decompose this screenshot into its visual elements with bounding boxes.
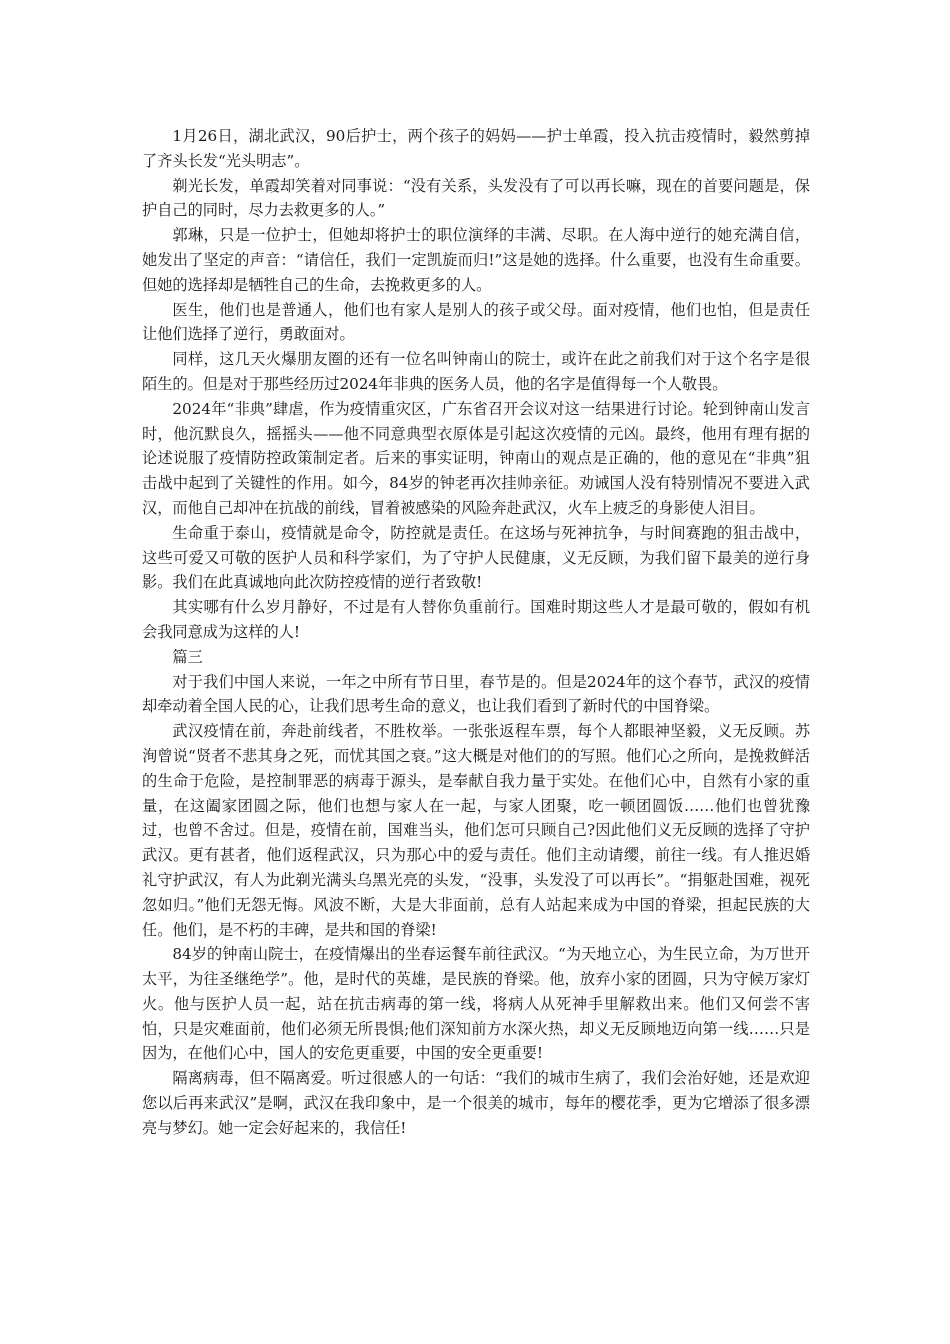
paragraph: 隔离病毒，但不隔离爱。听过很感人的一句话：“我们的城市生病了，我们会治好她，还是欢迎您以后再来武汉”是啊，武汉在我印象中，是一个很美的城市，每年的樱花季，更为它增添了很多漂亮与梦幻。她一定会好起来的，我信任! — [142, 1069, 810, 1137]
section-heading: 篇三 — [172, 647, 203, 666]
paragraph: 同样，这几天火爆朋友圈的还有一位名叫钟南山的院士，或许在此之前我们对于这个名字是很陌生的。但是对于那些经历过2024年非典的医务人员，他的名字是值得每一个人敬畏。 — [142, 350, 810, 393]
paragraph: 医生，他们也是普通人，他们也有家人是别人的孩子或父母。面对疫情，他们也怕，但是责任让他们选择了逆行，勇敢面对。 — [142, 300, 810, 344]
paragraph: 对于我们中国人来说，一年之中所有节日里，春节是的。但是2024年的这个春节，武汉的疫情却牵动着全国人民的心，让我们思考生命的意义，也让我们看到了新时代的中国脊梁。 — [142, 672, 810, 716]
paragraph: 郭琳，只是一位护士，但她却将护士的职位演绎的丰满、尽职。在人海中逆行的她充满自信，她发出了坚定的声音：“请信任，我们一定凯旋而归!”这是她的选择。什么重要，也没有生命重要。但她的选择却是牺牲自己的生命，去挽救更多的人。 — [142, 226, 810, 294]
paragraph: 剃光长发，单霞却笑着对同事说：“没有关系，头发没有了可以再长嘛，现在的首要问题是，保护自己的同时，尽力去救更多的人。” — [142, 176, 810, 220]
document-body — [142, 124, 810, 1141]
paragraph: 2024年“非典”肆虐，作为疫情重灾区，广东省召开会议对这一结果进行讨论。轮到钟南山发言时，他沉默良久，摇摇头——他不同意典型衣原体是引起这次疫情的元凶。最终，他用有理有据的论述说服了疫情防控政策制定者。后来的事实证明，钟南山的观点是正确的，他的意见在“非典”狙击战中起到了关键性的作用。如今，84岁的钟老再次挂帅亲征。劝诫国人没有特别情况不要进入武汉，而他自己却冲在抗战的前线，冒着被感染的风险奔赴武汉，火车上疲乏的身影使人泪目。 — [142, 399, 810, 517]
paragraph: 其实哪有什么岁月静好，不过是有人替你负重前行。国难时期这些人才是最可敬的，假如有机会我同意成为这样的人! — [142, 598, 810, 641]
paragraph: 84岁的钟南山院士，在疫情爆出的坐春运餐车前往武汉。“为天地立心，为生民立命，为万世开太平，为往圣继绝学”。他，是时代的英雄，是民族的脊梁。他，放弃小家的团圆，只为守候万家灯火。他与医护人员一起，站在抗击病毒的第一线，将病人从死神手里解救出来。他们又何尝不害怕，只是灾难面前，他们必须无所畏惧;他们深知前方水深火热，却义无反顾地迈向第一线……只是因为，在他们心中，国人的安危更重要，中国的安全更重要! — [142, 945, 810, 1063]
paragraph: 1月26日，湖北武汉，90后护士，两个孩子的妈妈——护士单霞，投入抗击疫情时，毅然剪掉了齐头长发“光头明志”。 — [142, 127, 810, 170]
paragraph: 武汉疫情在前，奔赴前线者，不胜枚举。一张张返程车票，每个人都眼神坚毅，义无反顾。苏洵曾说“贤者不悲其身之死，而忧其国之衰。”这大概是对他们的的写照。他们心之所向，是挽救鲜活的生命于危险，是控制罪恶的病毒于源头，是奉献自我力量于实处。在他们心中，自然有小家的重量，在这阖家团圆之际，他们也想与家人在一起，与家人团聚，吃一顿团圆饭……他们也曾犹豫过，也曾不舍过。但是，疫情在前，国难当头，他们怎可只顾自己?因此他们义无反顾的选择了守护武汉。更有甚者，他们返程武汉，只为那心中的爱与责任。他们主动请缨，前往一线。有人推迟婚礼守护武汉，有人为此剃光满头乌黑光亮的头发，“没事，头发没了可以再长”。“捐躯赴国难，视死忽如归。”他们无怨无悔。风波不断，大是大非面前，总有人站起来成为中国的脊梁，担起民族的大任。他们，是不朽的丰碑，是共和国的脊梁! — [142, 722, 810, 939]
paragraph: 生命重于泰山，疫情就是命令，防控就是责任。在这场与死神抗争，与时间赛跑的狙击战中，这些可爱又可敬的医护人员和科学家们，为了守护人民健康，义无反顾，为我们留下最美的逆行身影。我们在此真诚地向此次防控疫情的逆行者致敬! — [142, 523, 810, 592]
